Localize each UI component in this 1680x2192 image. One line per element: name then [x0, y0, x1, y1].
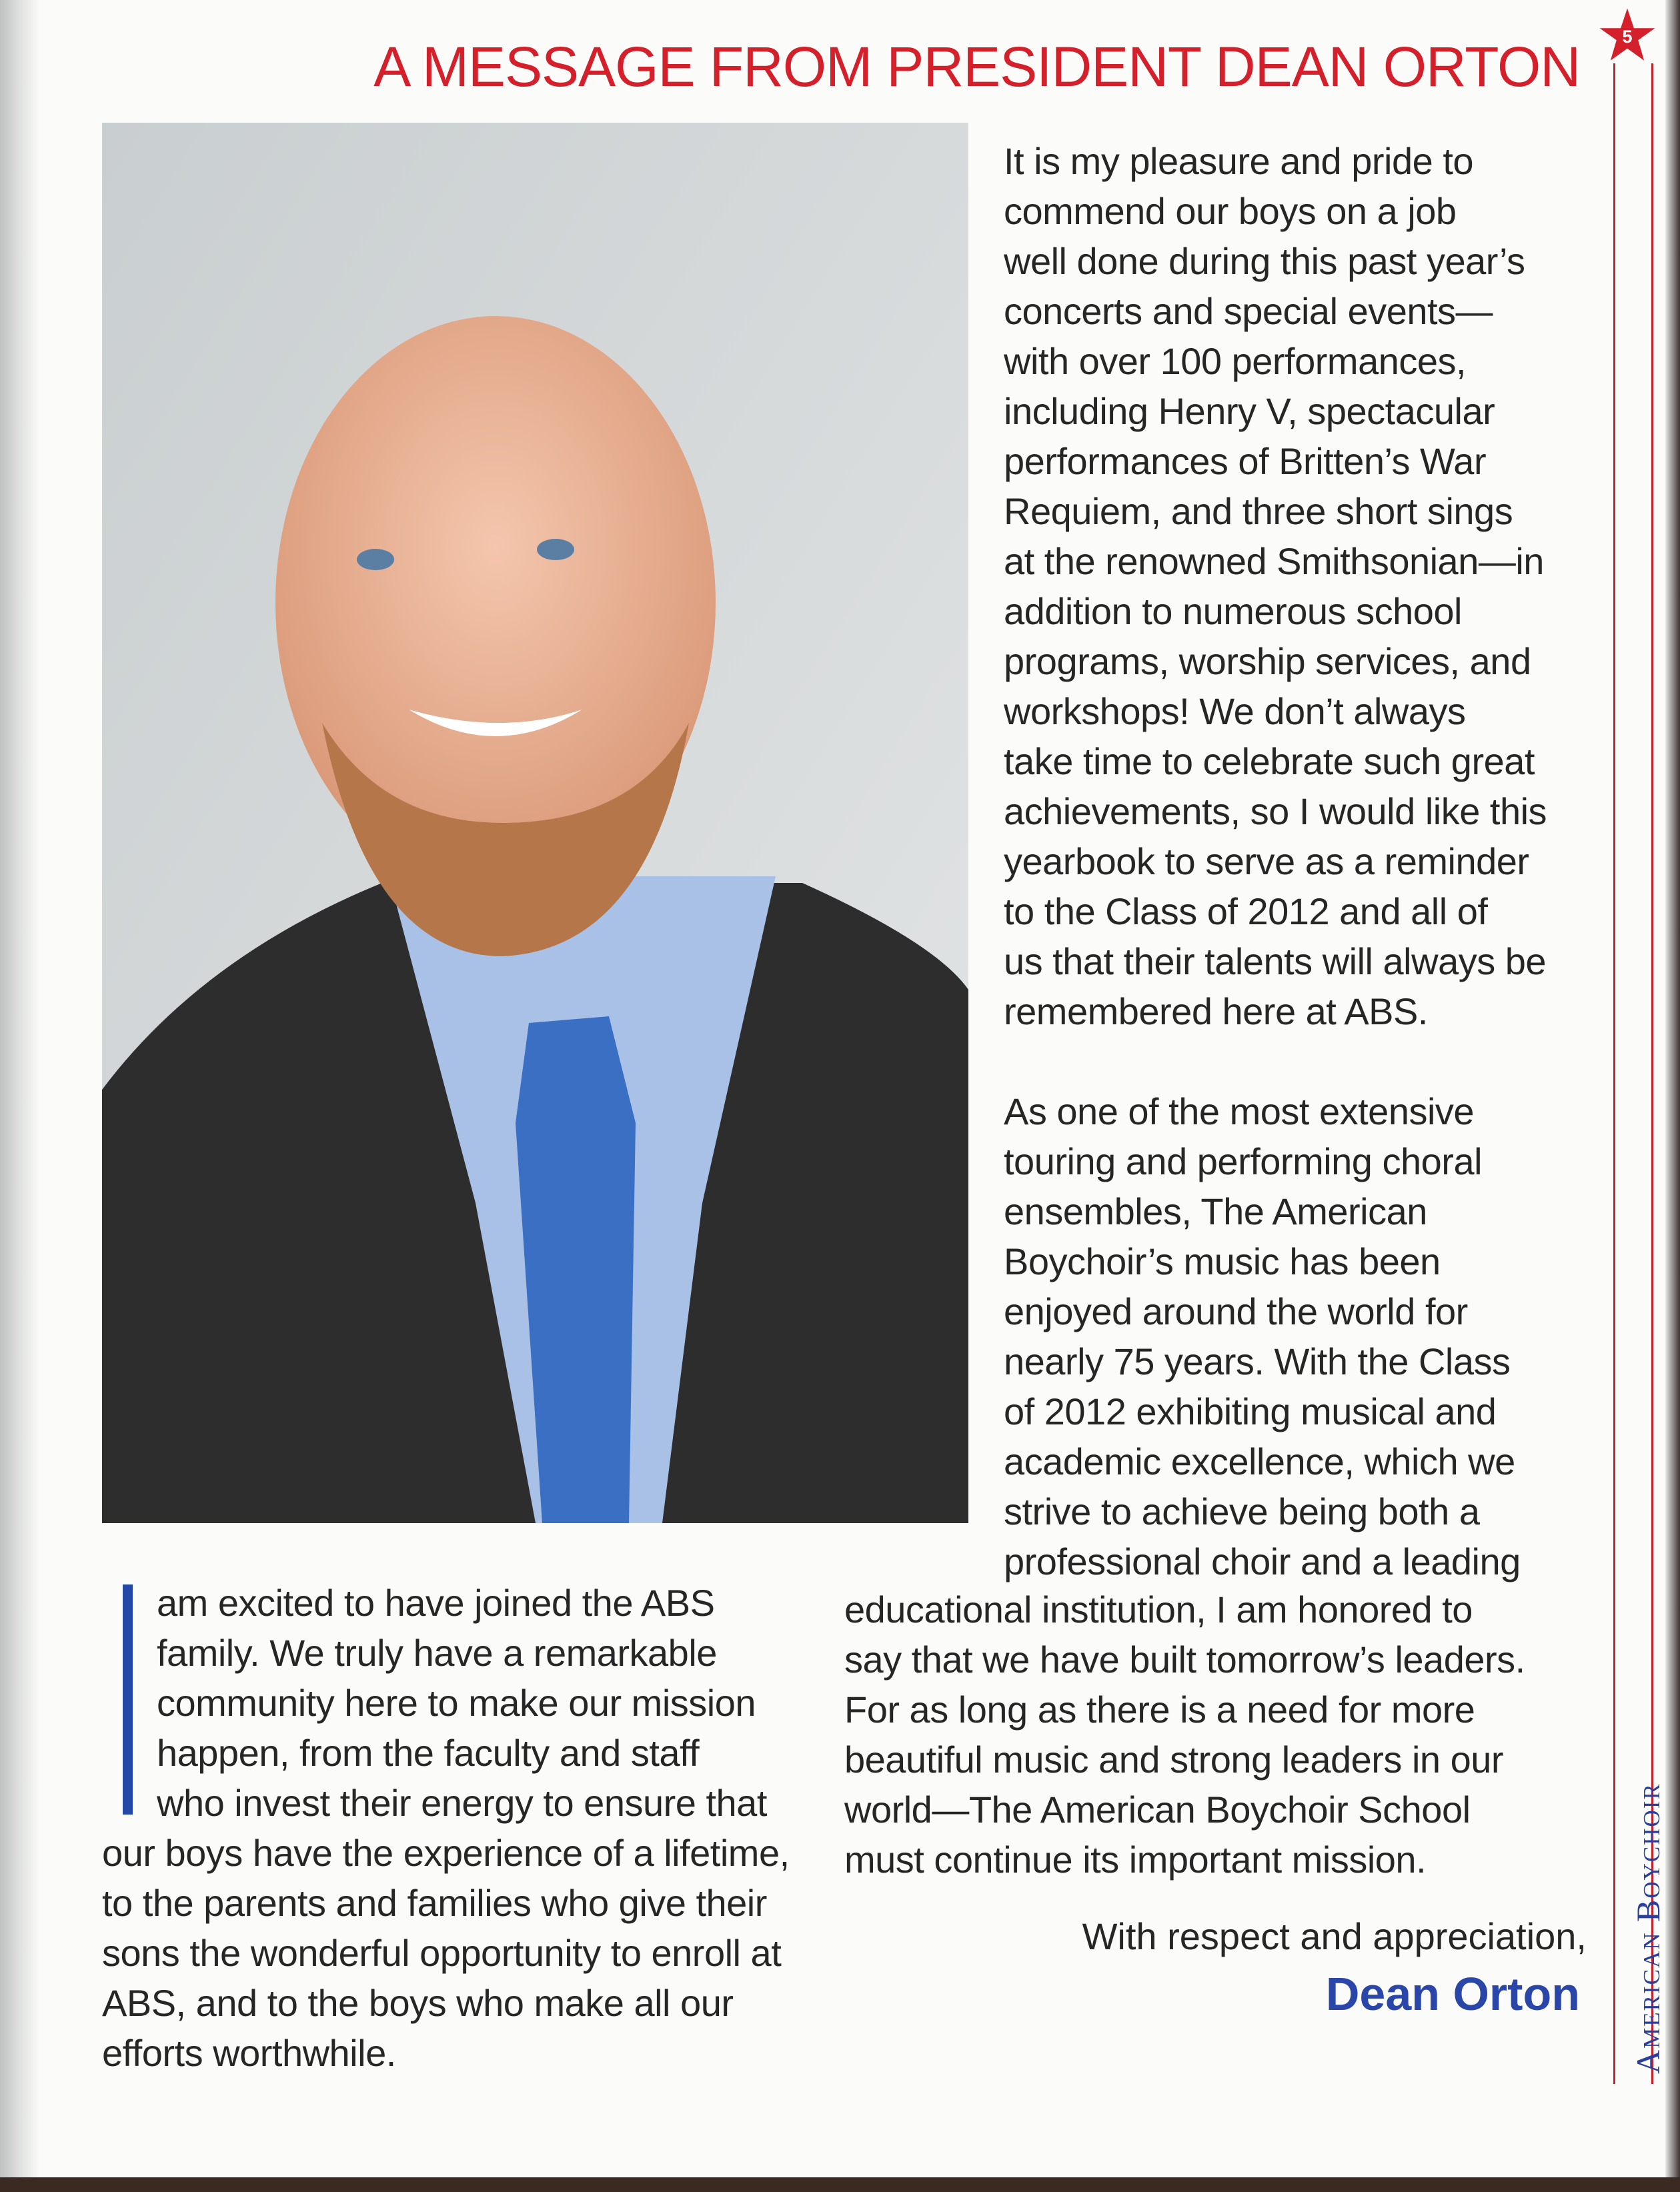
sidebar-brand: American Boychoir — [1629, 1783, 1667, 2074]
text-line: touring and performing choral — [1004, 1140, 1483, 1182]
text-line: to the Class of 2012 and all of — [1004, 890, 1488, 932]
text-line: Boychoir’s music has been — [1004, 1240, 1441, 1282]
text-line: enjoyed around the world for — [1004, 1290, 1468, 1332]
text-line: addition to numerous school — [1004, 590, 1462, 632]
message-column-right — [1004, 136, 1547, 1586]
text-line: workshops! We don’t always — [1004, 690, 1466, 732]
text-line: beautiful music and strong leaders in our — [844, 1739, 1504, 1781]
text-line: happen, from the faculty and staff — [157, 1732, 700, 1774]
text-line: educational institution, I am honored to — [844, 1588, 1473, 1630]
signature-name: Dean Orton — [1325, 1968, 1580, 2020]
text-line: with over 100 performances, — [1004, 340, 1467, 382]
text-line: achievements, so I would like this — [1004, 790, 1547, 832]
text-line: strive to achieve being both a — [1004, 1490, 1480, 1532]
page-number-star-icon — [1597, 5, 1657, 65]
text-line: ABS, and to the boys who make all our — [102, 1982, 734, 2024]
sidebar-rule-left — [1613, 63, 1615, 2084]
text-line: professional choir and a leading — [1004, 1540, 1521, 1582]
text-line: must continue its important mission. — [844, 1839, 1427, 1881]
text-line: efforts worthwhile. — [102, 2032, 396, 2074]
text-line: community here to make our mission — [157, 1682, 756, 1724]
text-line: Requiem, and three short sings — [1004, 490, 1513, 532]
text-line: of 2012 exhibiting musical and — [1004, 1390, 1497, 1432]
portrait-photo — [102, 123, 968, 1523]
text-line: at the renowned Smithsonian—in — [1004, 540, 1544, 582]
text-line: academic excellence, which we — [1004, 1440, 1515, 1482]
page-bottom-edge — [0, 2177, 1680, 2192]
text-line: yearbook to serve as a reminder — [1004, 840, 1529, 882]
message-column-left — [102, 1828, 790, 2078]
text-line: am excited to have joined the ABS — [157, 1582, 715, 1624]
text-line: who invest their energy to ensure that — [157, 1782, 767, 1824]
signature-closing: With respect and appreciation, — [1082, 1915, 1587, 1957]
text-line: For as long as there is a need for more — [844, 1689, 1475, 1731]
message-column-left-indented — [157, 1578, 767, 1828]
sidebar-rule-right — [1651, 63, 1653, 2084]
text-line: world—The American Boychoir School — [844, 1789, 1471, 1831]
text-line — [1004, 1036, 1547, 1086]
text-line: our boys have the experience of a lifetime, — [102, 1832, 790, 1874]
text-line: performances of Britten’s War — [1004, 440, 1487, 482]
page-edge — [1665, 0, 1680, 2192]
text-line: ensembles, The American — [1004, 1190, 1427, 1232]
text-line: including Henry V, spectacular — [1004, 390, 1495, 432]
message-column-continued — [844, 1584, 1525, 1885]
page-spine-shadow — [0, 0, 40, 2192]
text-line: commend our boys on a job — [1004, 190, 1457, 232]
text-line: programs, worship services, and — [1004, 640, 1531, 682]
text-line: say that we have built tomorrow’s leaders. — [844, 1638, 1525, 1681]
text-line: well done during this past year’s — [1004, 240, 1525, 282]
text-line: to the parents and families who give their — [102, 1882, 767, 1924]
text-line: family. We truly have a remarkable — [157, 1632, 717, 1674]
text-line: take time to celebrate such great — [1004, 740, 1535, 782]
text-line: sons the wonderful opportunity to enroll at — [102, 1932, 782, 1974]
text-line: It is my pleasure and pride to — [1004, 140, 1474, 182]
text-line: remembered here at ABS. — [1004, 990, 1428, 1032]
page-number: 5 — [1622, 26, 1633, 47]
drop-cap-i — [123, 1584, 133, 1815]
text-line: us that their talents will always be — [1004, 940, 1547, 982]
text-line: concerts and special events— — [1004, 290, 1493, 332]
text-line: nearly 75 years. With the Class — [1004, 1340, 1511, 1382]
text-line: As one of the most extensive — [1004, 1090, 1475, 1132]
page-title: A MESSAGE FROM PRESIDENT DEAN ORTON — [373, 35, 1580, 98]
